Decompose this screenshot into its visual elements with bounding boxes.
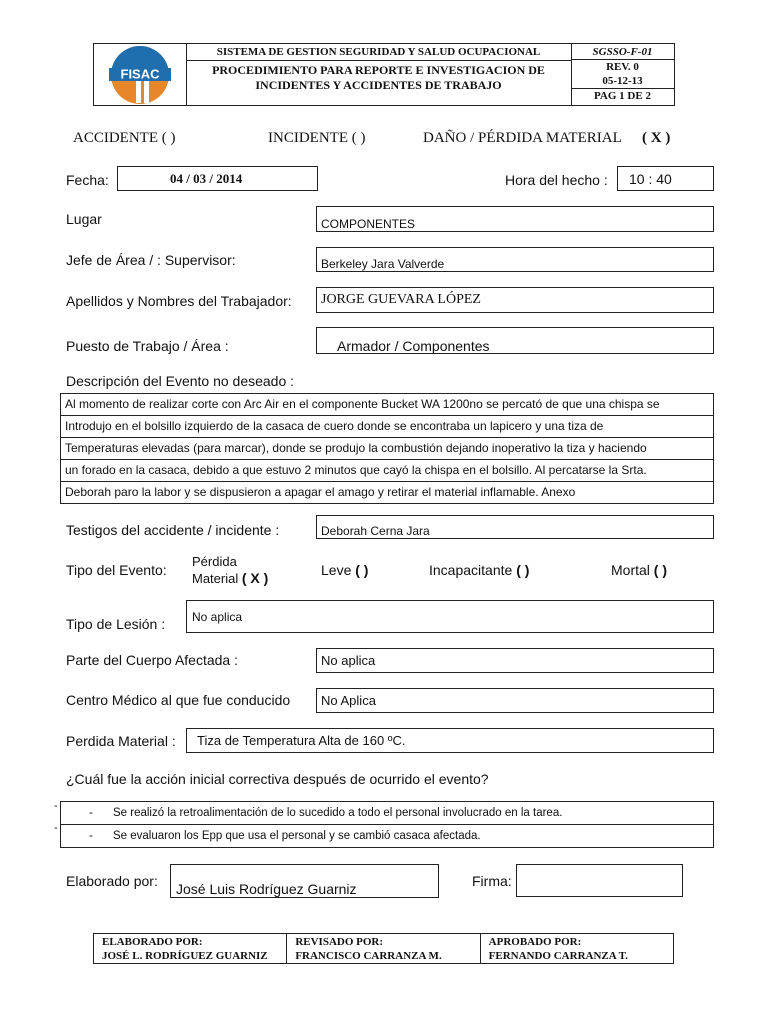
accidente-option[interactable]: ACCIDENTE ( ) — [73, 130, 176, 146]
header-title-cell — [186, 44, 572, 105]
dano-mark: ( X ) — [642, 130, 671, 146]
procedure-title-line1: PROCEDIMIENTO PARA REPORTE E INVESTIGACION DE — [212, 63, 545, 77]
descripcion-line: Introdujo en el bolsillo izquierdo de la casaca de cuero donde se encontraba un lapicero y una tiza de — [61, 416, 713, 438]
dano-option[interactable]: DAÑO / PÉRDIDA MATERIAL — [423, 130, 622, 146]
leve-option[interactable] — [321, 562, 368, 578]
accion-field[interactable] — [60, 801, 714, 848]
perdida-material-value: Tiza de Temperatura Alta de 160 ºC. — [197, 733, 406, 748]
incapacitante-mark: ( ) — [516, 562, 530, 578]
leve-label: Leve — [321, 562, 352, 578]
perdida-line1: Pérdida — [192, 554, 237, 569]
lugar-label: Lugar — [66, 211, 102, 227]
system-title: SISTEMA DE GESTION SEGURIDAD Y SALUD OCUPACIONAL — [186, 44, 571, 61]
jefe-field[interactable] — [316, 247, 714, 272]
perdida-material-option[interactable] — [192, 554, 268, 587]
elaborado-label: Elaborado por: — [66, 873, 158, 889]
leve-mark: ( ) — [355, 562, 369, 578]
fecha-field[interactable] — [117, 166, 318, 191]
testigos-label: Testigos del accidente / incidente : — [66, 522, 280, 538]
testigos-field[interactable] — [316, 515, 714, 539]
incapacitante-label: Incapacitante — [429, 562, 513, 578]
header-code-cell — [571, 44, 674, 105]
descripcion-line: un forado en la casaca, debido a que estuvo 2 minutos que cayó la chispa en el bolsillo. Al percatarse la Srta. — [61, 460, 713, 482]
mortal-label: Mortal — [611, 562, 650, 578]
approval-cell-elaborado — [94, 934, 287, 963]
descripcion-line: Deborah paro la labor y se dispusieron a apagar el amago y retirar el material inflamable. Anexo — [65, 485, 576, 499]
fecha-value: 04 / 03 / 2014 — [170, 171, 243, 186]
margin-dash: - — [54, 800, 58, 812]
mortal-mark: ( ) — [653, 562, 668, 578]
fecha-label: Fecha: — [66, 172, 109, 188]
perdida-material-label: Perdida Material : — [66, 733, 176, 749]
approval-name: FRANCISCO CARRANZA M. — [295, 950, 442, 962]
approval-name: JOSÉ L. RODRÍGUEZ GUARNIZ — [102, 950, 268, 962]
tipo-lesion-value: No aplica — [192, 610, 243, 624]
puesto-label: Puesto de Trabajo / Área : — [66, 338, 229, 354]
parte-cuerpo-value: No aplica — [321, 653, 376, 668]
tipo-evento-label: Tipo del Evento: — [66, 562, 167, 578]
tipo-lesion-label: Tipo de Lesión : — [66, 616, 166, 632]
trabajador-label: Apellidos y Nombres del Trabajador: — [66, 293, 292, 309]
approval-cell-aprobado — [481, 934, 673, 963]
elaborado-field[interactable] — [170, 864, 439, 898]
procedure-title — [186, 61, 571, 93]
parte-cuerpo-field[interactable] — [316, 648, 714, 673]
hora-field[interactable] — [617, 166, 714, 191]
revision-date: 05-12-13 — [571, 74, 674, 89]
elaborado-value: José Luis Rodríguez Guarniz — [176, 881, 357, 897]
centro-medico-field[interactable] — [316, 688, 714, 713]
revision: REV. 0 — [606, 61, 639, 73]
mortal-option[interactable] — [611, 562, 667, 578]
descripcion-line: Temperaturas elevadas (para marcar), donde se produjo la combustión dejando inoperativo la tiza y haciendo — [61, 438, 713, 460]
perdida-material-field[interactable] — [186, 728, 714, 753]
approval-title: APROBADO POR: — [488, 936, 582, 948]
document-header — [93, 43, 675, 106]
approval-cell-revisado — [287, 934, 480, 963]
incapacitante-option[interactable] — [429, 562, 529, 578]
centro-medico-value: No Aplica — [321, 693, 376, 708]
fisac-logo — [94, 44, 186, 105]
logo-text: FISAC — [120, 66, 160, 82]
accion-item-text: Se evaluaron los Epp que usa el personal y se cambió casaca afectada. — [113, 830, 481, 842]
procedure-title-line2: INCIDENTES Y ACCIDENTES DE TRABAJO — [255, 78, 502, 92]
firma-field[interactable] — [516, 864, 683, 897]
parte-cuerpo-label: Parte del Cuerpo Afectada : — [66, 652, 238, 668]
jefe-label: Jefe de Área / : Supervisor: — [66, 252, 236, 268]
lugar-field[interactable] — [316, 206, 714, 232]
page-number: PAG 1 DE 2 — [594, 90, 651, 102]
tipo-lesion-field[interactable] — [186, 600, 714, 633]
hora-value: 10 : 40 — [629, 171, 672, 187]
perdida-line2: Material — [192, 571, 239, 586]
accion-item: - Se evaluaron los Epp que usa el personal y se cambió casaca afectada. — [61, 825, 713, 847]
approval-title: ELABORADO POR: — [102, 936, 203, 948]
puesto-value: Armador / Componentes — [337, 338, 490, 354]
trabajador-value: JORGE GUEVARA LÓPEZ — [321, 292, 481, 307]
approval-name: FERNANDO CARRANZA T. — [488, 950, 628, 962]
lugar-value: COMPONENTES — [321, 217, 416, 231]
puesto-field[interactable] — [316, 327, 714, 354]
descripcion-label: Descripción del Evento no deseado : — [66, 373, 295, 389]
accion-item-text: Se realizó la retroalimentación de lo sucedido a todo el personal involucrado en la tarea. — [113, 807, 563, 819]
centro-medico-label: Centro Médico al que fue conducido — [66, 692, 291, 708]
testigos-value: Deborah Cerna Jara — [321, 524, 430, 538]
descripcion-line: Al momento de realizar corte con Arc Air en el componente Bucket WA 1200no se percató de que una chispa se — [61, 394, 713, 416]
accion-item: - Se realizó la retroalimentación de lo sucedido a todo el personal involucrado en la tarea. — [61, 802, 713, 825]
accion-question: ¿Cuál fue la acción inicial correctiva después de ocurrido el evento? — [66, 771, 489, 787]
jefe-value: Berkeley Jara Valverde — [321, 257, 445, 271]
firma-label: Firma: — [472, 873, 512, 889]
margin-dash: - — [54, 822, 58, 834]
hora-label: Hora del hecho : — [505, 172, 608, 188]
approval-title: REVISADO POR: — [295, 936, 384, 948]
logo-cell — [94, 44, 187, 105]
trabajador-field[interactable] — [316, 287, 714, 313]
descripcion-field[interactable] — [60, 393, 714, 504]
document-code: SGSSO-F-01 — [571, 44, 674, 60]
perdida-mark: ( X ) — [241, 570, 269, 586]
incidente-option[interactable]: INCIDENTE ( ) — [268, 130, 366, 146]
approval-table — [93, 933, 674, 964]
